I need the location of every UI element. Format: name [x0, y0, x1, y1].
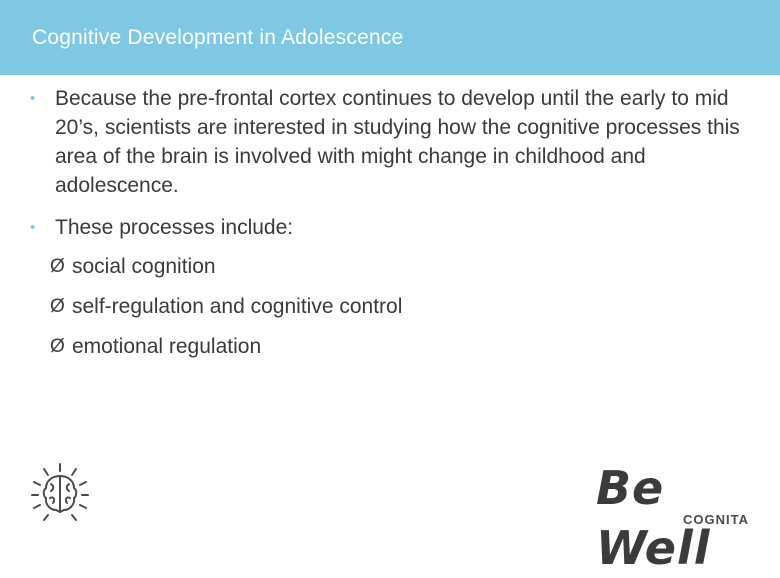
- brand-logo: [596, 458, 756, 575]
- arrow-bullet-icon: Ø: [50, 296, 65, 317]
- brain-icon: [30, 462, 90, 526]
- sub-item: [50, 252, 745, 281]
- sub-item-text: emotional regulation: [72, 335, 262, 358]
- sub-item-text: social cognition: [72, 255, 216, 278]
- bullet-text: These processes include:: [55, 216, 294, 239]
- slide-content: [30, 84, 745, 372]
- arrow-bullet-icon: Ø: [50, 336, 65, 357]
- bullet-marker: •: [30, 90, 36, 107]
- brand-logo-subtext: COGNITA: [683, 512, 749, 527]
- brand-logo-text: Be Well: [596, 461, 711, 575]
- arrow-bullet-icon: Ø: [50, 256, 65, 277]
- title-bar: [0, 0, 780, 75]
- bullet-text: Because the pre-frontal cortex continues to develop until the early to mid 20’s, scientists are interested in studying how the cognitive processes this area of the brain is involved with might change in childhood and adolescence.: [55, 87, 740, 197]
- sub-item: [50, 292, 745, 321]
- slide-title: Cognitive Development in Adolescence: [32, 26, 404, 49]
- bullet-item: [30, 213, 745, 242]
- bullet-marker: •: [30, 219, 36, 236]
- sub-item: [50, 332, 745, 361]
- sub-item-text: self-regulation and cognitive control: [72, 295, 403, 318]
- bullet-item: [30, 84, 745, 200]
- sub-list: [30, 252, 745, 361]
